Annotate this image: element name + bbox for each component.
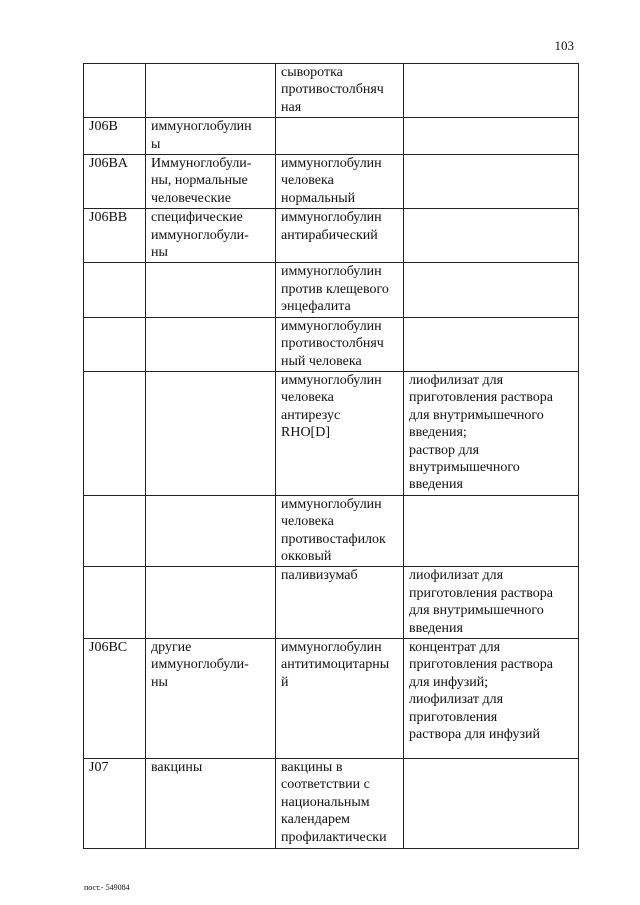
page-number: 103: [554, 38, 574, 53]
group-name-cell: [146, 371, 276, 495]
dosage-form-cell: [404, 118, 579, 155]
table-row: [84, 155, 579, 209]
medication-table: [83, 63, 579, 849]
table-row: [84, 759, 579, 849]
group-name-cell: Иммуноглобули- ны, нормальные человеческие: [146, 155, 276, 209]
dosage-form-cell: [404, 495, 579, 567]
group-name-cell: специфические иммуноглобули- ны: [146, 209, 276, 263]
group-name-cell: [146, 495, 276, 567]
drug-name-cell: иммуноглобулин человека антирезус RHO[D]: [276, 371, 404, 495]
table-row: [84, 118, 579, 155]
drug-name-cell: иммуноглобулин против клещевого энцефалита: [276, 263, 404, 317]
table-row: [84, 317, 579, 371]
table-row: [84, 639, 579, 759]
dosage-form-cell: [404, 155, 579, 209]
footer-stamp: пост.- 549084: [84, 883, 130, 892]
dosage-form-cell: [404, 209, 579, 263]
drug-name-cell: сыворотка противостолбняч ная: [276, 64, 404, 118]
atc-code-cell: [84, 495, 146, 567]
atc-code-cell: J06BA: [84, 155, 146, 209]
group-name-cell: [146, 64, 276, 118]
group-name-cell: иммуноглобулин ы: [146, 118, 276, 155]
atc-code-cell: J06BB: [84, 209, 146, 263]
drug-name-cell: иммуноглобулин антитимоцитарны й: [276, 639, 404, 759]
drug-name-cell: иммуноглобулин противостолбняч ный человека: [276, 317, 404, 371]
group-name-cell: [146, 263, 276, 317]
dosage-form-cell: концентрат для приготовления раствора для инфузий; лиофилизат для приготовления раствора для инфузий: [404, 639, 579, 759]
table-row: [84, 209, 579, 263]
atc-code-cell: [84, 64, 146, 118]
atc-code-cell: J07: [84, 759, 146, 849]
dosage-form-cell: лиофилизат для приготовления раствора для внутримышечного введения; раствор для внутримышечного введения: [404, 371, 579, 495]
dosage-form-cell: [404, 759, 579, 849]
atc-code-cell: [84, 317, 146, 371]
atc-code-cell: J06B: [84, 118, 146, 155]
table-row: [84, 371, 579, 495]
group-name-cell: [146, 567, 276, 639]
dosage-form-cell: [404, 263, 579, 317]
group-name-cell: другие иммуноглобули- ны: [146, 639, 276, 759]
atc-code-cell: [84, 371, 146, 495]
drug-name-cell: иммуноглобулин антирабический: [276, 209, 404, 263]
drug-name-cell: [276, 118, 404, 155]
drug-name-cell: вакцины в соответствии с национальным календарем профилактически: [276, 759, 404, 849]
table-row: [84, 495, 579, 567]
group-name-cell: вакцины: [146, 759, 276, 849]
table-row: [84, 263, 579, 317]
drug-name-cell: иммуноглобулин человека противостафилок окковый: [276, 495, 404, 567]
group-name-cell: [146, 317, 276, 371]
drug-name-cell: иммуноглобулин человека нормальный: [276, 155, 404, 209]
dosage-form-cell: [404, 317, 579, 371]
dosage-form-cell: [404, 64, 579, 118]
drug-name-cell: паливизумаб: [276, 567, 404, 639]
atc-code-cell: J06BC: [84, 639, 146, 759]
table-row: [84, 64, 579, 118]
atc-code-cell: [84, 263, 146, 317]
atc-code-cell: [84, 567, 146, 639]
table-row: [84, 567, 579, 639]
dosage-form-cell: лиофилизат для приготовления раствора для внутримышечного введения: [404, 567, 579, 639]
medication-table-body: [84, 64, 579, 849]
